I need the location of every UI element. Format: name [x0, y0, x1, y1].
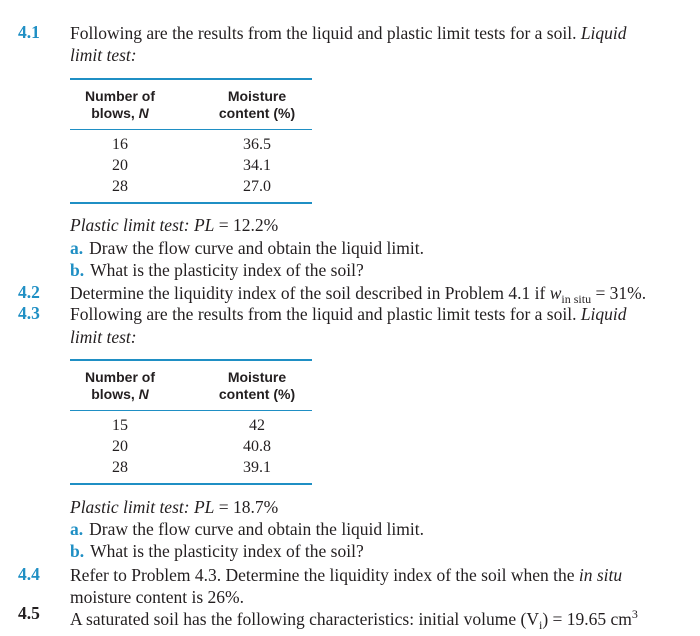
table-header-rule: [70, 410, 312, 411]
table-cell-moisture: 34.1: [243, 157, 271, 174]
problem-4-3-intro-line2: limit test:: [70, 327, 137, 347]
col-header-blows: Number of blows, N: [85, 88, 155, 121]
problem-4-4-text-line2: moisture content is 26%.: [70, 587, 245, 607]
problem-4-1-plastic-limit: Plastic limit test: PL = 12.2%: [70, 215, 279, 235]
problem-4-1-part-b: b. What is the plasticity index of the soil?: [70, 260, 364, 280]
problem-4-2-number: 4.2: [18, 282, 40, 302]
problem-4-2-text: Determine the liquidity index of the soil described in Problem 4.1 if $w_{in situ} = 31\%$.: [70, 283, 647, 306]
table-bottom-rule: [70, 483, 312, 485]
table-cell-blows: 20: [112, 438, 128, 455]
problem-4-3-number: 4.3: [18, 303, 40, 323]
table-top-rule: [70, 78, 312, 80]
table-cell-blows: 20: [112, 157, 128, 174]
table-cell-moisture: 39.1: [243, 459, 271, 476]
table-top-rule: [70, 359, 312, 361]
table-cell-blows: 28: [112, 178, 128, 195]
problem-4-1-intro-line2: limit test:: [70, 45, 137, 65]
col-header-moisture: Moisture content (%): [218, 88, 296, 121]
problem-4-1-number: 4.1: [18, 22, 40, 42]
problem-4-3-part-b: b. What is the plasticity index of the soil?: [70, 541, 364, 561]
problem-4-5-text: A saturated soil has the following characteristics: initial volume $(V_i) = 19.65$ $cm^3$: [70, 607, 638, 632]
table-cell-blows: 28: [112, 459, 128, 476]
table-cell-blows: 15: [112, 417, 128, 434]
col-header-blows: Number of blows, N: [85, 369, 155, 402]
col-header-moisture: Moisture content (%): [218, 369, 296, 402]
problem-4-3-intro: Following are the results from the liquid and plastic limit tests for a soil. Liquid: [70, 304, 627, 324]
problem-4-3-part-a: a. Draw the flow curve and obtain the liquid limit.: [70, 519, 424, 539]
problem-4-1-part-a: a. Draw the flow curve and obtain the liquid limit.: [70, 238, 424, 258]
table-cell-blows: 16: [112, 136, 128, 153]
problem-4-4-text: Refer to Problem 4.3. Determine the liquidity index of the soil when the in situ: [70, 565, 623, 585]
table-cell-moisture: 40.8: [243, 438, 271, 455]
problem-4-4-number: 4.4: [18, 564, 40, 584]
table-header-rule: [70, 129, 312, 130]
problem-4-5-number: 4.5: [18, 603, 40, 623]
table-cell-moisture: 42: [249, 417, 265, 434]
table-bottom-rule: [70, 202, 312, 204]
problem-4-3-plastic-limit: Plastic limit test: PL = 18.7%: [70, 497, 279, 517]
table-cell-moisture: 36.5: [243, 136, 271, 153]
problem-4-1-intro: Following are the results from the liquid and plastic limit tests for a soil. Liquid: [70, 23, 627, 43]
table-cell-moisture: 27.0: [243, 178, 271, 195]
